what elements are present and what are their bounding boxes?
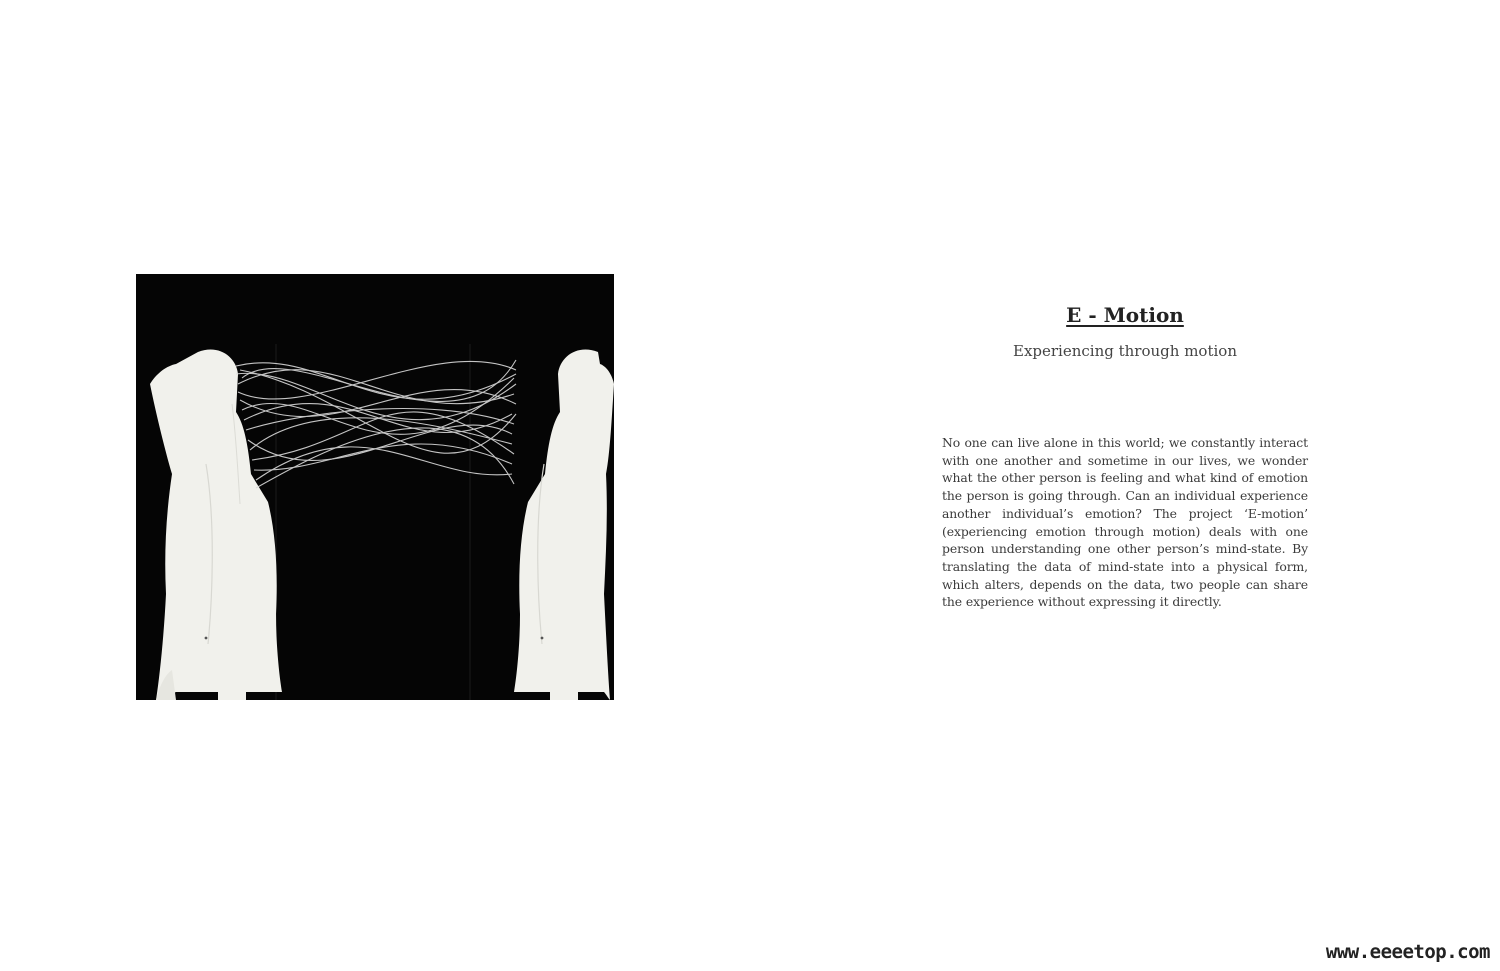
- project-text-column: [942, 300, 1308, 611]
- watermark: www.eeeetop.com: [1325, 941, 1490, 963]
- project-title: E - Motion: [1066, 303, 1184, 327]
- project-photo: [136, 274, 614, 700]
- hooded-figures-illustration-icon: [136, 274, 614, 700]
- project-subtitle: Experiencing through motion: [1013, 342, 1237, 360]
- project-description: No one can live alone in this world; we constantly interact with one another and sometime in our lives, we wonder what the other person is feeling and what kind of emotion the person is going through. Can an individual experience another individual’s emotion? The project ‘E-motion’ (experiencing emotion through motion) deals with one person understanding one other person’s mind-state. By translating the data of mind-state into a physical form, which alters, depends on the data, two people can share the experience without expressing it directly.: [942, 435, 1308, 610]
